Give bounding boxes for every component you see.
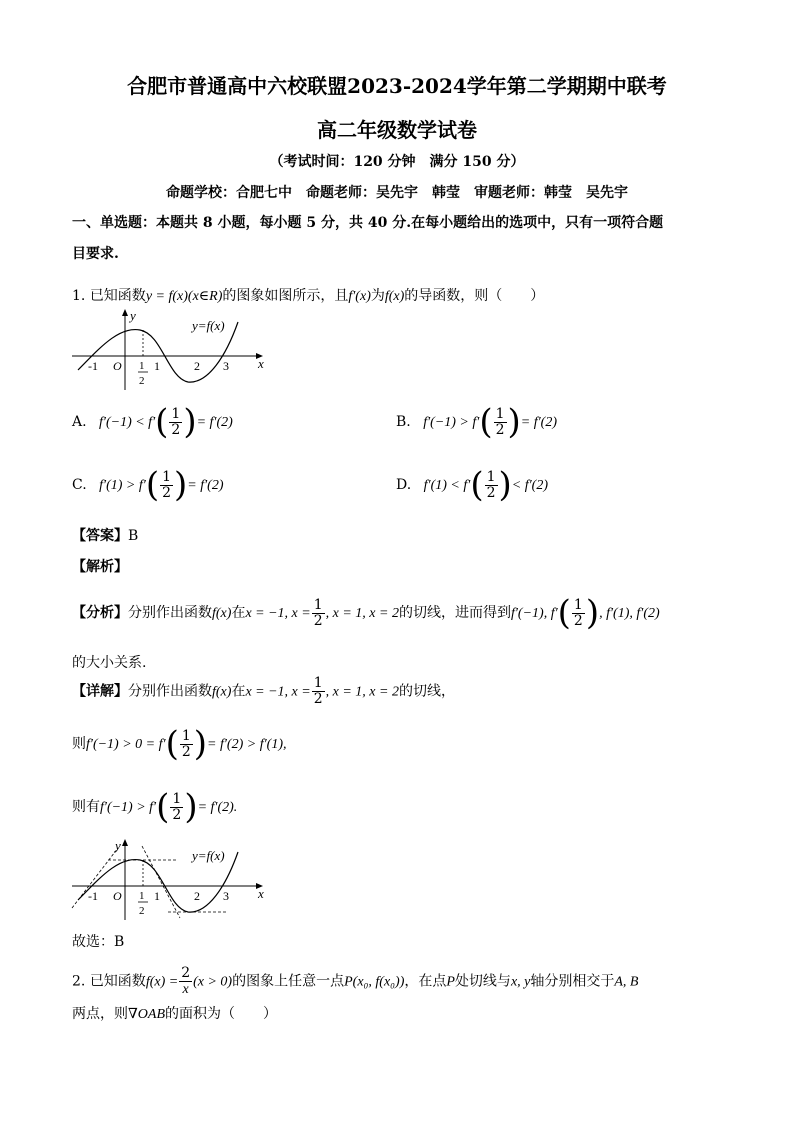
q2-domain: (x > 0) — [193, 974, 233, 990]
option-b-expr: = f′(2) — [520, 415, 558, 430]
q2-point-name: P — [446, 974, 455, 990]
q2-axes: x, y — [510, 974, 531, 990]
q2-stem-text: 轴分别相交于 — [530, 973, 615, 990]
fenxi-text: 在 — [231, 605, 246, 621]
option-c-expr: f′(1) > f′ — [99, 478, 146, 493]
option-c-expr: = f′(2) — [187, 478, 224, 493]
xiangjie-func: f(x) — [212, 684, 232, 700]
q2-points: A, B — [614, 974, 639, 990]
xiangjie-points: x = −1, x = — [245, 684, 311, 700]
derivation-expr: = f′(2). — [197, 800, 238, 815]
q2-stem-text: 的面积为（ ） — [165, 1006, 277, 1022]
section-heading-line1: 一、单选题：本题共 8 小题，每小题 5 分，共 40 分.在每小题给出的选项中，只有一项符合题 — [72, 215, 664, 231]
frac-num: 1 — [172, 790, 182, 807]
frac-den: 2 — [181, 743, 191, 760]
q2-stem-text: 已知函数 — [89, 973, 146, 990]
tick-label: 2 — [194, 359, 200, 373]
xiangjie-text: 在 — [231, 683, 246, 700]
tick-label: 1 — [139, 360, 145, 372]
tangent-graph — [68, 838, 268, 922]
fenxi-list: f′(−1), f′ — [510, 606, 558, 621]
fenxi-points: x = −1, x = — [245, 606, 311, 621]
frac-num: 1 — [171, 405, 181, 422]
frac-num: 1 — [181, 727, 191, 744]
option-d-expr: < f′(2) — [511, 478, 549, 493]
option-d-expr: f′(1) < f′ — [423, 478, 471, 493]
q2-number: 2. — [72, 973, 86, 990]
frac-num: 1 — [313, 675, 323, 691]
tick-label: -1 — [88, 889, 98, 903]
frac-den: x — [182, 982, 189, 997]
tick-label: -1 — [88, 359, 98, 373]
q2-stem — [72, 966, 638, 997]
origin-label: O — [113, 359, 122, 373]
analysis-tag: 【解析】 — [72, 559, 128, 575]
function-graph — [68, 308, 268, 392]
q2-triangle: ∇OAB — [128, 1007, 165, 1022]
exam-subtitle: 高二年级数学试卷 — [317, 118, 477, 142]
tick-label: 3 — [223, 889, 229, 903]
fenxi-list: , f′(1), f′(2) — [599, 606, 660, 621]
derivation-line-2: 则有f′(−1) > f′( $\frac{1}{2}$ )= f′(2). — [72, 787, 238, 827]
frac-num: 1 — [486, 468, 496, 485]
option-d-label: D. — [396, 477, 412, 493]
x-axis-label: x — [258, 886, 264, 901]
option-b-label: B. — [396, 414, 411, 430]
frac-den: 2 — [495, 421, 505, 438]
y-axis-label: y — [130, 308, 136, 323]
tick-label: 2 — [194, 889, 200, 903]
xiangjie-points: , x = 1, x = 2 — [325, 684, 399, 700]
section-heading-line2: 目要求. — [72, 246, 119, 262]
q1-function: f(x) — [384, 289, 405, 304]
answer-tag: 【答案】 — [72, 528, 128, 544]
fenxi-end: 的大小关系. — [72, 655, 147, 671]
option-c[interactable]: C. f′(1) > f′( $\frac{1}{2}$ )= f′(2) — [72, 465, 224, 505]
tick-label: 3 — [223, 359, 229, 373]
q2-stem-text: 处切线与 — [454, 973, 511, 990]
y-axis-arrow-icon — [122, 839, 128, 846]
q2-stem-line2 — [72, 1003, 277, 1023]
frac-den: 2 — [172, 806, 182, 823]
exam-authors: 命题学校：合肥七中 命题老师：吴先宇 韩莹 审题老师：韩莹 吴先宇 — [166, 185, 628, 201]
fenxi-tag: 【分析】 — [72, 605, 128, 621]
answer-line — [72, 525, 138, 545]
xiangjie-tag: 【详解】 — [72, 683, 128, 700]
q1-stem-text: 为 — [370, 288, 385, 304]
choose-line: 故选：B — [72, 934, 125, 950]
tick-label: 2 — [139, 905, 145, 917]
frac-num: 1 — [573, 596, 583, 613]
frac-den: 2 — [313, 691, 323, 707]
fenxi-func: f(x) — [212, 606, 232, 621]
answer-value: B — [128, 528, 139, 544]
frac-den: 2 — [573, 612, 583, 629]
option-a-expr: = f′(2) — [196, 415, 233, 430]
curve-label: y=f(x) — [192, 848, 225, 863]
option-b[interactable]: B. f′(−1) > f′( $\frac{1}{2}$ )= f′(2) — [396, 402, 558, 442]
fenxi-text: 的切线，进而得到 — [398, 605, 511, 621]
curve-label: y=f(x) — [192, 318, 225, 333]
q1-number: 1. — [72, 288, 86, 304]
option-d[interactable]: D. f′(1) < f′( $\frac{1}{2}$ )< f′(2) — [396, 465, 549, 505]
frac-den: 2 — [162, 484, 171, 501]
derivation-expr: f′(−1) > 0 = f′ — [86, 737, 166, 752]
q2-stem-text: ，在点 — [404, 973, 447, 990]
derivation-text: 则 — [72, 736, 86, 752]
tick-label: 1 — [139, 890, 145, 902]
derivation-line-1: 则f′(−1) > 0 = f′( $\frac{1}{2}$ )= f′(2) > f′(1), — [72, 724, 287, 764]
q1-derivative: f′(x) — [348, 289, 371, 304]
fenxi-line: 【分析】分别作出函数f(x)在x = −1, x = $\frac{1}{2}$ , x = 1, x = 2的切线，进而得到f′(−1), f′( $\frac{1}{2}$ ), f′(1), f′(2) — [72, 593, 660, 633]
q1-stem — [72, 285, 544, 305]
frac-den: 2 — [171, 421, 181, 438]
fenxi-text: 分别作出函数 — [128, 605, 212, 621]
derivation-expr: f′(−1) > f′ — [100, 800, 157, 815]
q1-stem-text: 的导函数，则（ ） — [404, 288, 545, 304]
frac-num: 1 — [313, 596, 323, 613]
q1-function: y = f(x)(x∈R) — [145, 289, 223, 304]
frac-num: 1 — [495, 405, 505, 422]
derivation-expr: = f′(2) > f′(1), — [207, 737, 287, 752]
q2-point: P(x₀, f(x₀)) — [344, 974, 405, 990]
frac-den: 2 — [313, 612, 323, 629]
option-b-expr: f′(−1) > f′ — [423, 415, 480, 430]
xiangjie-line — [72, 676, 455, 707]
derivation-text: 则有 — [72, 799, 100, 815]
tick-label: 1 — [154, 359, 160, 373]
frac-num: 2 — [181, 965, 191, 981]
q2-stem-text: 两点，则 — [72, 1006, 128, 1022]
tick-label: 2 — [139, 375, 145, 387]
option-a[interactable]: A. f′(−1) < f′( $\frac{1}{2}$ )= f′(2) — [72, 402, 233, 442]
y-axis-arrow-icon — [122, 309, 128, 316]
xiangjie-text: 分别作出函数 — [128, 683, 212, 700]
frac-den: 2 — [486, 484, 496, 501]
q2-function: f(x) = — [145, 974, 179, 990]
frac-num: 1 — [162, 468, 171, 485]
xiangjie-text: 的切线， — [398, 683, 455, 700]
q1-stem-text: 已知函数 — [89, 288, 146, 304]
origin-label: O — [113, 889, 122, 903]
tick-label: 1 — [154, 889, 160, 903]
x-axis-label: x — [258, 356, 264, 371]
fenxi-points: , x = 1, x = 2 — [325, 606, 399, 621]
y-axis-label: y — [115, 838, 121, 853]
q2-stem-text: 的图象上任意一点 — [232, 973, 345, 990]
exam-time: （考试时间：120 分钟 满分 150 分） — [269, 154, 525, 170]
option-c-label: C. — [72, 477, 87, 493]
exam-title: 合肥市普通高中六校联盟2023-2024学年第二学期期中联考 — [127, 74, 667, 98]
tangent-at-one — [142, 846, 180, 918]
option-a-expr: f′(−1) < f′ — [99, 415, 156, 430]
q1-stem-text: 的图象如图所示，且 — [222, 288, 349, 304]
option-a-label: A. — [72, 414, 87, 430]
